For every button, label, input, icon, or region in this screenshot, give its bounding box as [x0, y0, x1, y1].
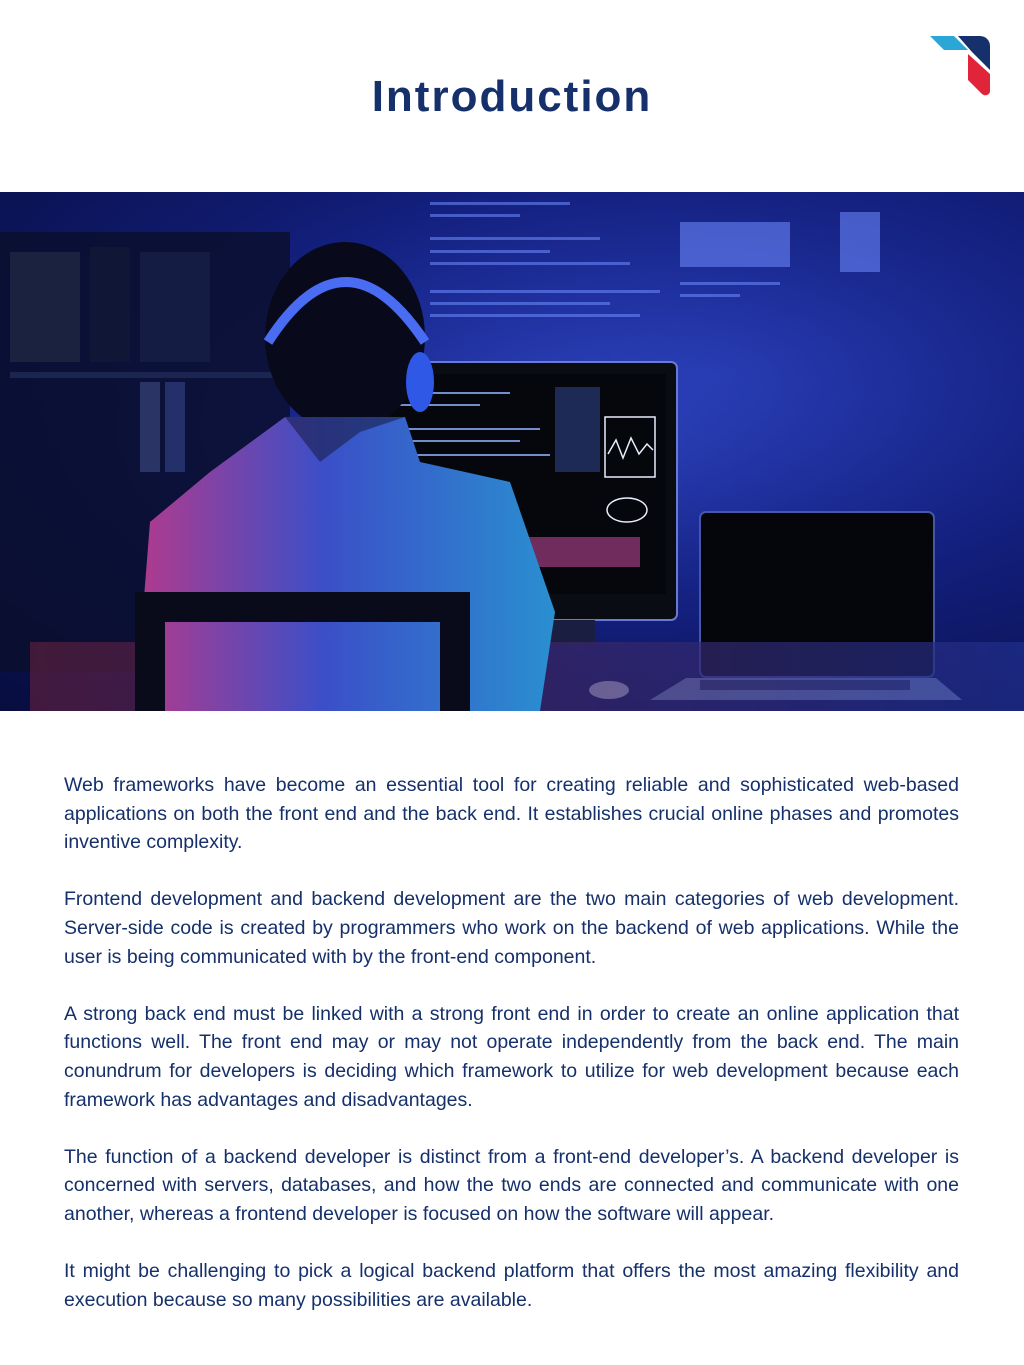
paragraph-4: The function of a backend developer is distinct from a front-end developer’s. A backend developer is concerned with servers, databases, and how the two ends are connected and communicate with one another, whereas a frontend developer is focused on how the software will appear.: [64, 1145, 959, 1225]
paragraph-1: Web frameworks have become an essential tool for creating reliable and sophisticated web-based applications on both the front end and the back end. It establishes crucial online phases and promotes inventive complexity.: [64, 774, 959, 854]
paragraph-2: Frontend development and backend development are the two main categories of web development. Server-side code is created by programmers who work on the backend of web applications. While the user is being communicated with by the front-end component.: [64, 888, 959, 968]
developer-at-computer-photo: [0, 192, 1024, 711]
intro-body: [64, 771, 959, 1314]
paragraph-3: A strong back end must be linked with a strong front end in order to create an online application that functions well. The front end may or may not operate independently from the back end. The main conundrum for developers is deciding which framework to utilize for web development because each framework has advantages and disadvantages.: [64, 1002, 959, 1111]
paragraph-5: It might be challenging to pick a logical backend platform that offers the most amazing flexibility and execution because so many possibilities are available.: [64, 1260, 959, 1311]
hero-image: [0, 192, 1024, 711]
page-title: Introduction: [371, 72, 653, 121]
